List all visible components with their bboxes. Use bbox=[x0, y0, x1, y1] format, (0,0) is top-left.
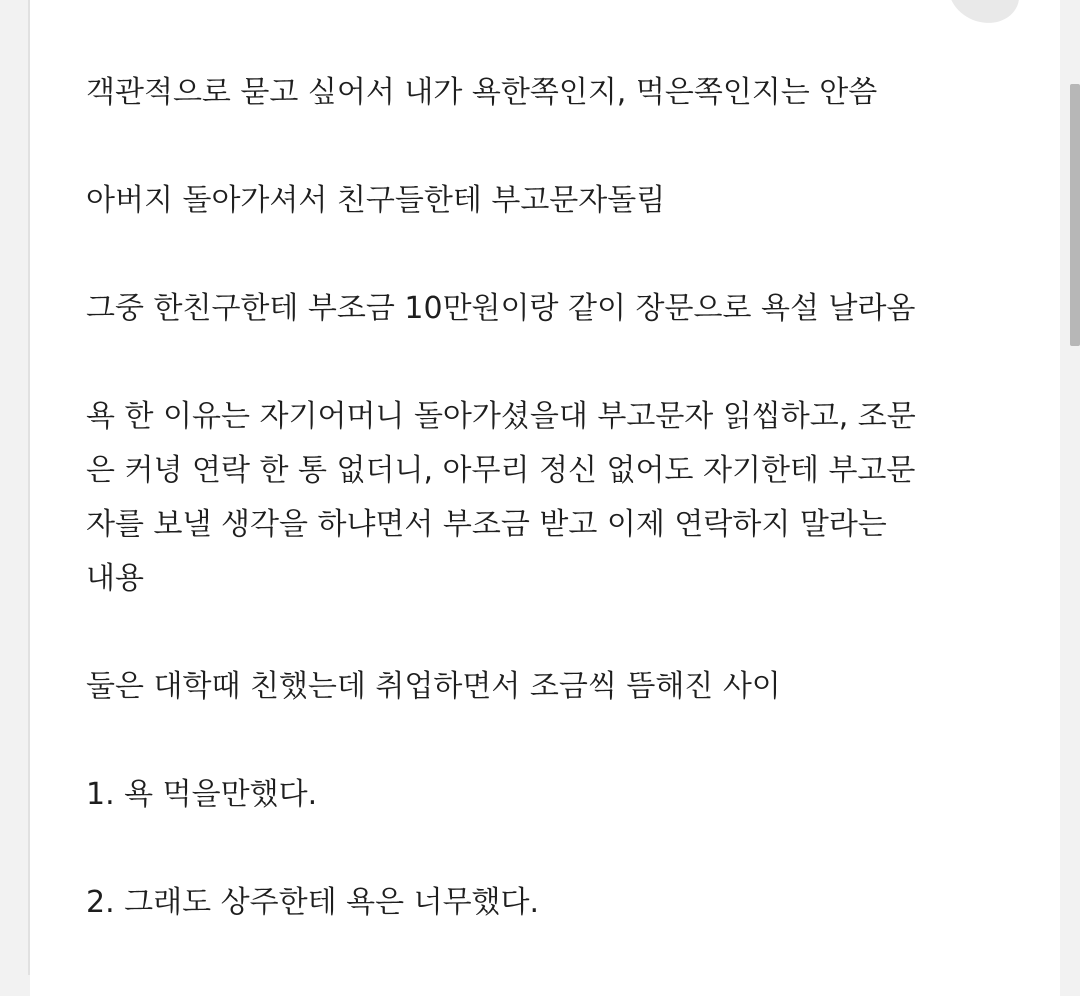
text-line: 객관적으로 묻고 싶어서 내가 욕한쪽인지, 먹은쪽인지는 안씀 bbox=[86, 75, 878, 110]
text-line: 은 커녕 연락 한 통 없더니, 아무리 정신 없어도 자기한테 부고문 bbox=[86, 453, 916, 488]
text-line: 자를 보낼 생각을 하냐면서 부조금 받고 이제 연락하지 말라는 bbox=[86, 507, 887, 542]
text-line: 그중 한친구한테 부조금 10만원이랑 같이 장문으로 욕설 날라옴 bbox=[86, 291, 916, 326]
text-line: 둘은 대학때 친했는데 취업하면서 조금씩 뜸해진 사이 bbox=[86, 669, 781, 704]
text-line: 욕 한 이유는 자기어머니 돌아가셨을대 부고문자 읽씹하고, 조문 bbox=[86, 399, 916, 434]
text-line: 내용 bbox=[86, 561, 144, 596]
paragraph-event bbox=[86, 174, 1016, 228]
poll-option-2 bbox=[86, 876, 1016, 930]
text-line: 2. 그래도 상주한테 욕은 너무했다. bbox=[86, 885, 540, 920]
scrollbar-thumb[interactable] bbox=[1070, 84, 1080, 346]
text-line: 1. 욕 먹을만했다. bbox=[86, 777, 318, 812]
paragraph-reason bbox=[86, 390, 1016, 606]
text-line: 아버지 돌아가셔서 친구들한테 부고문자돌림 bbox=[86, 183, 666, 218]
paragraph-relationship bbox=[86, 660, 1016, 714]
poll-option-1 bbox=[86, 768, 1016, 822]
paragraph-intro bbox=[86, 66, 1016, 120]
post-body-text bbox=[86, 66, 1016, 984]
paragraph-message bbox=[86, 282, 1016, 336]
